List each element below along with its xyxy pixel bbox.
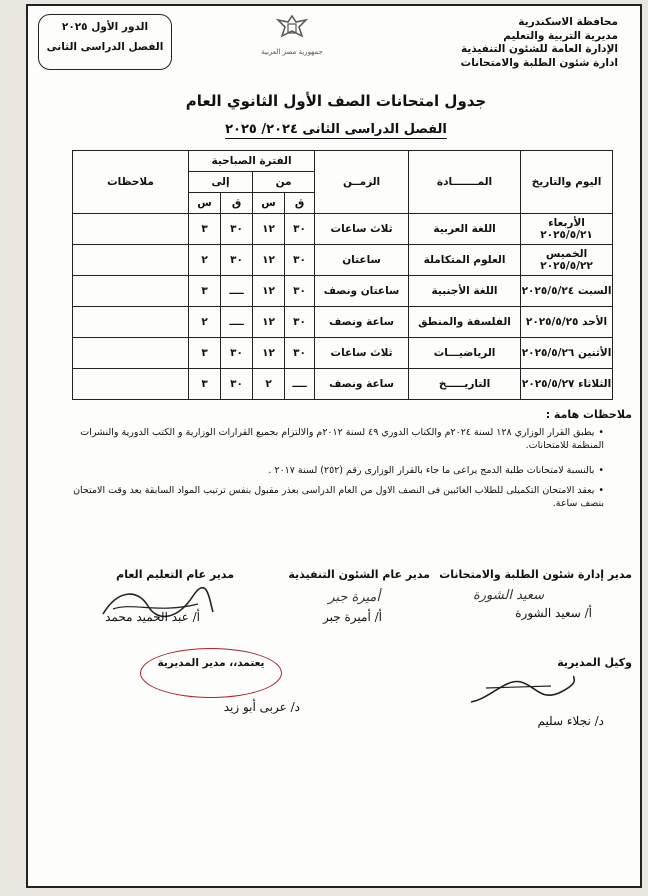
subject-cell: الفلسفة والمنطق — [409, 307, 521, 338]
day: الأحد — [582, 316, 608, 328]
to-q-cell: ــــ — [221, 276, 253, 307]
from-s-cell: ١٢ — [253, 338, 285, 369]
from-s-cell: ١٢ — [253, 245, 285, 276]
header-to-s: س — [189, 193, 221, 214]
day-date-cell — [521, 307, 613, 338]
deputy-name: د/ نجلاء سليم — [537, 714, 604, 728]
header-period: الفترة الصباحية — [189, 151, 315, 172]
department: ادارة شئون الطلبة والامتحانات — [460, 56, 618, 69]
from-q-cell: ٣٠ — [285, 307, 315, 338]
day: الأثنين — [577, 347, 612, 359]
administration: الإدارة العامة للشئون التنفيذية — [461, 43, 618, 55]
page-subtitle — [28, 122, 644, 137]
to-s-cell: ٣ — [189, 369, 221, 400]
header-block — [461, 16, 618, 70]
emblem-caption: جمهورية مصر العربية — [261, 48, 323, 56]
notes-cell — [73, 245, 189, 276]
session-box — [38, 14, 172, 70]
exams-manager-title: مدير إدارة شئون الطلبة والامتحانات — [439, 568, 632, 581]
director-name: د/ عربى أبو زيد — [223, 700, 300, 714]
table-row — [73, 307, 613, 338]
from-s-cell: ١٢ — [253, 276, 285, 307]
from-q-cell: ٣٠ — [285, 338, 315, 369]
governorate: محافظة الاسكندرية — [518, 16, 618, 28]
date: ٢٠٢٥/٥/٢٧ — [521, 378, 575, 390]
to-s-cell: ٣ — [189, 338, 221, 369]
to-q-cell: ٣٠ — [221, 369, 253, 400]
duration-cell: ثلاث ساعات — [315, 214, 409, 245]
notes-cell — [73, 369, 189, 400]
table-row — [73, 276, 613, 307]
exec-manager-handwriting: أميرة جبر — [328, 590, 380, 605]
header-day-date: اليوم والتاريخ — [521, 151, 613, 214]
subject-cell: اللغة العربية — [409, 214, 521, 245]
to-q-cell: ٣٠ — [221, 214, 253, 245]
notes-cell — [73, 276, 189, 307]
date: ٢٠٢٥/٥/٢٥ — [525, 316, 579, 328]
header-from-s: س — [253, 193, 285, 214]
header-to: إلى — [189, 172, 253, 193]
day-date-cell — [521, 276, 613, 307]
day: الأربعاء — [548, 217, 585, 229]
from-q-cell: ٣٠ — [285, 276, 315, 307]
eagle-emblem-icon — [272, 12, 312, 44]
date: ٢٠٢٥/٥/٢١ — [540, 229, 593, 241]
from-s-cell: ١٢ — [253, 307, 285, 338]
day-date-cell — [521, 245, 613, 276]
header-subject: المـــــــادة — [409, 151, 521, 214]
duration-cell: ساعة ونصف — [315, 369, 409, 400]
emblem-block — [252, 12, 332, 72]
duration-cell: ثلاث ساعات — [315, 338, 409, 369]
table-row — [73, 214, 613, 245]
duration-cell: ساعة ونصف — [315, 307, 409, 338]
note-text: يطبق القرار الوزاري ١٢٨ لسنة ٢٠٢٤م والكتاب الدوري ٤٩ لسنة ٢٠١٢م والالتزام بجميع القرارات الوزارية و الكتب الدورية والنشرات المنظمة للامتحانات. — [80, 427, 604, 451]
to-s-cell: ٣ — [189, 276, 221, 307]
day: الخميس — [545, 248, 588, 260]
note-item: •يطبق القرار الوزاري ١٢٨ لسنة ٢٠٢٤م والكتاب الدوري ٤٩ لسنة ٢٠١٢م والالتزام بجميع القرارات الوزارية و الكتب الدورية والنشرات المنظمة للامتحانات. — [80, 427, 604, 451]
to-s-cell: ٢ — [189, 307, 221, 338]
day-date-cell — [521, 338, 613, 369]
exam-table — [72, 150, 613, 400]
subject-cell: الرياضيـــات — [409, 338, 521, 369]
date: ٢٠٢٥/٥/٢٢ — [540, 260, 593, 272]
document-page — [26, 4, 642, 888]
subject-cell: اللغة الأجنبية — [409, 276, 521, 307]
page-title: جدول امتحانات الصف الأول الثانوي العام — [185, 92, 487, 110]
exec-manager-title: مدير عام الشئون التنفيذية — [288, 568, 430, 581]
note-item: •بالنسبة لامتحانات طلبة الدمج يراعى ما جاء بالقرار الوزارى رقم (٢٥٢) لسنة ٢٠١٧ . — [268, 465, 604, 476]
header-duration: الزمــن — [315, 151, 409, 214]
header-from: من — [253, 172, 315, 193]
table-row — [73, 369, 613, 400]
header-to-q: ق — [221, 193, 253, 214]
from-q-cell: ــــ — [285, 369, 315, 400]
day: الثلاثاء — [578, 378, 612, 390]
approval-stamp — [140, 648, 282, 698]
duration-cell: ساعتان ونصف — [315, 276, 409, 307]
approval-label: يعتمد،، مدير المديرية — [157, 657, 265, 669]
header-from-q: ق — [285, 193, 315, 214]
deputy-title: وكيل المديرية — [557, 656, 632, 669]
header-notes: ملاحظات — [73, 151, 189, 214]
notes-cell — [73, 338, 189, 369]
notes-cell — [73, 307, 189, 338]
to-q-cell: ــــ — [221, 307, 253, 338]
directorate: مديرية التربية والتعليم — [503, 29, 618, 42]
from-s-cell: ١٢ — [253, 214, 285, 245]
exams-manager-name: أ/ سعيد الشورة — [515, 606, 592, 620]
from-q-cell: ٣٠ — [285, 214, 315, 245]
date: ٢٠٢٥/٥/٢٦ — [521, 347, 575, 359]
edu-manager-name: أ/ عبد الحميد محمد — [105, 610, 200, 624]
note-text: يعقد الامتحان التكميلى للطلاب الغائبين فى النصف الاول من العام الدراسى بعذر مقبول بنفس ترتيب المواد السابقة بعد وقت الامتحان بنصف ساعة. — [73, 485, 604, 509]
notes-cell — [73, 214, 189, 245]
note-text: بالنسبة لامتحانات طلبة الدمج يراعى ما جاء بالقرار الوزارى رقم (٢٥٢) لسنة ٢٠١٧ . — [268, 465, 595, 476]
deputy-signature-icon — [466, 668, 576, 710]
session-round: الدور الأول ٢٠٢٥ — [61, 21, 149, 33]
to-s-cell: ٣ — [189, 214, 221, 245]
day-date-cell — [521, 369, 613, 400]
table-row — [73, 245, 613, 276]
from-q-cell: ٣٠ — [285, 245, 315, 276]
page-subtitle-text: الفصل الدراسى الثانى ٢٠٢٤/ ٢٠٢٥ — [225, 122, 447, 137]
session-term: الفصل الدراسى الثانى — [46, 41, 164, 53]
from-s-cell: ٢ — [253, 369, 285, 400]
duration-cell: ساعتان — [315, 245, 409, 276]
table-row — [73, 338, 613, 369]
date: ٢٠٢٥/٥/٢٤ — [521, 285, 575, 297]
day: السبت — [577, 285, 612, 297]
exams-manager-handwriting: سعيد الشورة — [472, 588, 544, 603]
to-q-cell: ٣٠ — [221, 245, 253, 276]
notes-title: ملاحظات هامة : — [545, 408, 632, 421]
subject-cell: العلوم المتكاملة — [409, 245, 521, 276]
note-item: •يعقد الامتحان التكميلى للطلاب الغائبين فى النصف الاول من العام الدراسى بعذر مقبول بنفس ترتيب المواد السابقة بعد وقت الامتحان بنصف ساعة. — [73, 485, 604, 509]
day-date-cell — [521, 214, 613, 245]
to-q-cell: ٣٠ — [221, 338, 253, 369]
to-s-cell: ٢ — [189, 245, 221, 276]
exec-manager-name: أ/ أميرة جبر — [323, 610, 382, 624]
edu-manager-title: مدير عام التعليم العام — [116, 568, 234, 581]
subject-cell: التاريـــــخ — [409, 369, 521, 400]
